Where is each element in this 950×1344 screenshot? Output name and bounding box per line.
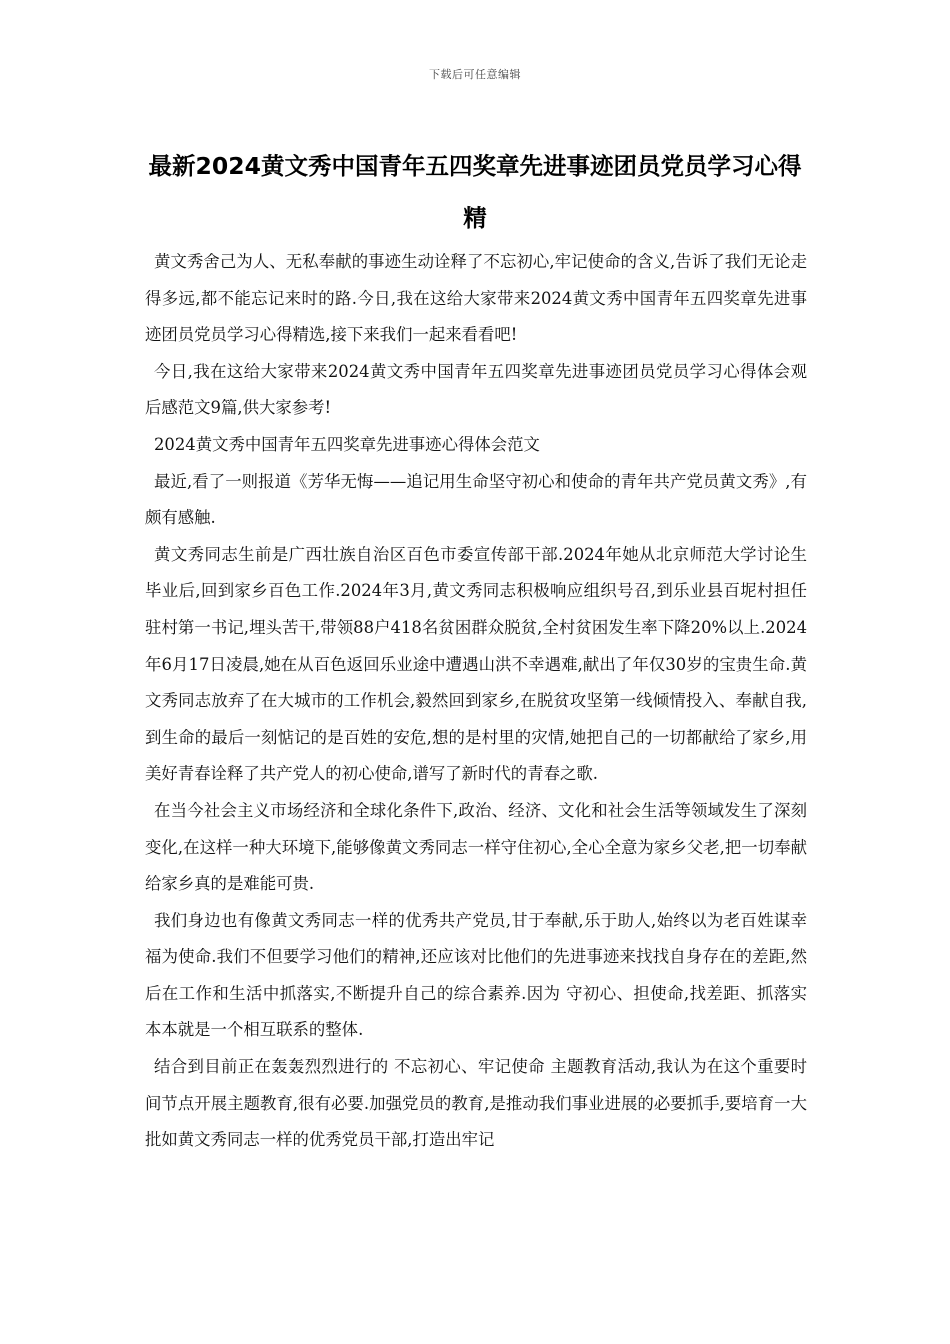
paragraph-intro: 黄文秀舍己为人、无私奉献的事迹生动诠释了不忘初心,牢记使命的含义,告诉了我们无论走得多远,都不能忘记来时的路.今日,我在这给大家带来2024黄文秀中国青年五四奖章先进事迹团员党员学习心得精选,接下来我们一起来看看吧! — [145, 252, 807, 345]
paragraph-context: 在当今社会主义市场经济和全球化条件下,政治、经济、文化和社会生活等领域发生了深刻变化,在这样一种大环境下,能够像黄文秀同志一样守住初心,全心全意为家乡父老,把一切奉献给家乡真的是难能可贵. — [145, 800, 807, 894]
paragraph-examples: 我们身边也有像黄文秀同志一样的优秀共产党员,甘于奉献,乐于助人,始终以为老百姓谋幸福为使命.我们不但要学习他们的精神,还应该对比他们的先进事迹来找找自身存在的差距,然后在工作和生活中抓落实,不断提升自己的综合素养.因为 守初心、担使命,找差距、抓落实 本本就是一个相互联系的整体. — [145, 910, 807, 1040]
paragraph-subtitle: 2024黄文秀中国青年五四奖章先进事迹心得体会范文 — [154, 434, 540, 454]
paragraph-offer: 今日,我在这给大家带来2024黄文秀中国青年五四奖章先进事迹团员党员学习心得体会观后感范文9篇,供大家参考! — [145, 361, 807, 418]
document-body — [145, 244, 807, 1159]
paragraph-campaign: 结合到目前正在轰轰烈烈进行的 不忘初心、牢记使命 主题教育活动,我认为在这个重要时间节点开展主题教育,很有必要.加强党员的教育,是推动我们事业进展的必要抓手,要培育一大批如黄文秀同志一样的优秀党员干部,打造出牢记 — [145, 1057, 807, 1150]
paragraph-biography: 黄文秀同志生前是广西壮族自治区百色市委宣传部干部.2024年她从北京师范大学讨论生毕业后,回到家乡百色工作.2024年3月,黄文秀同志积极响应组织号召,到乐业县百坭村担任驻村第一书记,埋头苦干,带领88户418名贫困群众脱贫,全村贫困发生率下降20%以上.2024年6月17日凌晨,她在从百色返回乐业途中遭遇山洪不幸遇难,献出了年仅30岁的宝贵生命.黄文秀同志放弃了在大城市的工作机会,毅然回到家乡,在脱贫攻坚第一线倾情投入、奉献自我,到生命的最后一刻惦记的是百姓的安危,想的是村里的灾情,她把自己的一切都献给了家乡,用美好青春诠释了共产党人的初心使命,谱写了新时代的青春之歌. — [145, 544, 807, 784]
header-note: 下载后可任意编辑 — [429, 68, 521, 81]
document-title: 最新2024黄文秀中国青年五四奖章先进事迹团员党员学习心得精 — [148, 152, 802, 232]
paragraph-report: 最近,看了一则报道《芳华无悔——追记用生命坚守初心和使命的青年共产党员黄文秀》,有颇有感触. — [145, 471, 807, 528]
